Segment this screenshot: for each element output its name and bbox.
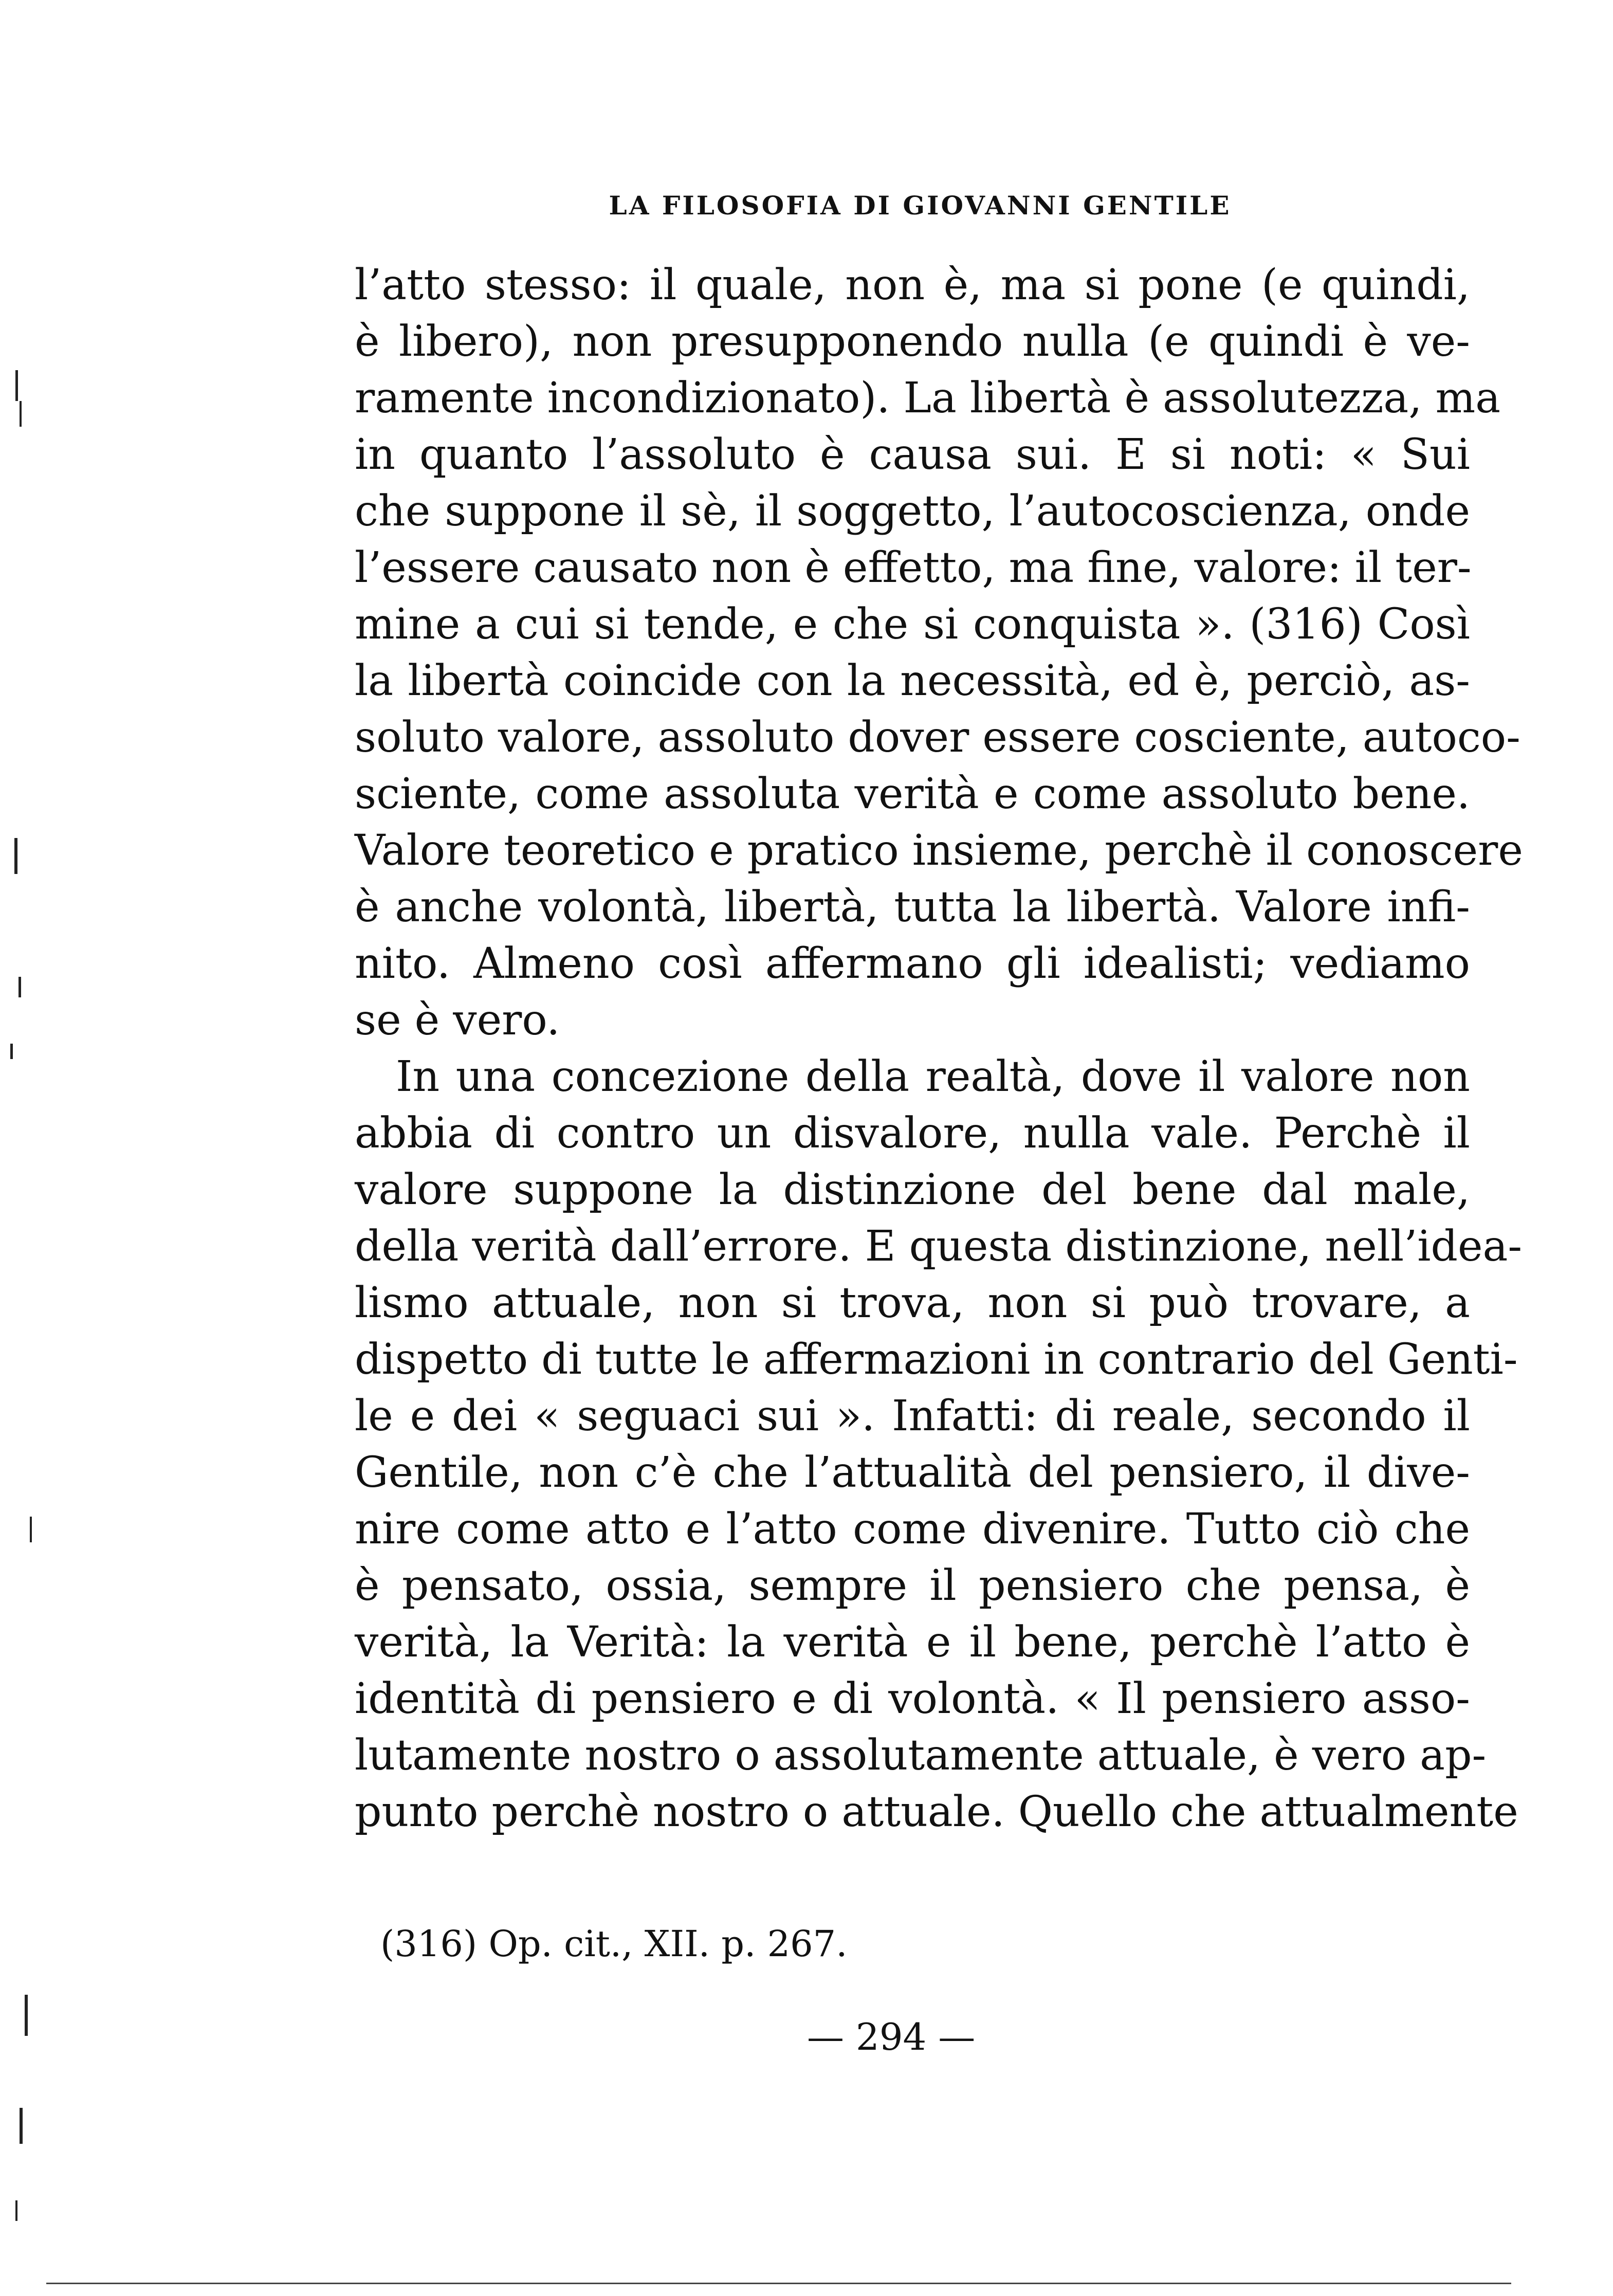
text-line: nito. Almeno così affermano gli idealisti; vediamo [355, 939, 1470, 988]
text-line: che suppone il sè, il soggetto, l’autocoscienza, onde [355, 487, 1470, 536]
scan-speck [25, 1995, 28, 2036]
text-line: In una concezione della realtà, dove il valore non [396, 1052, 1470, 1101]
scan-speck [20, 401, 22, 427]
text-line: le e dei « seguaci sui ». Infatti: di reale, secondo il [355, 1392, 1470, 1441]
scan-speck [14, 838, 17, 874]
scan-speck [20, 2108, 23, 2144]
page-number: — 294 — [807, 2015, 976, 2058]
scan-speck [10, 1044, 13, 1059]
text-line: abbia di contro un disvalore, nulla vale. Perchè il [355, 1109, 1470, 1158]
text-line: nire come atto e l’atto come divenire. Tutto ciò che [355, 1505, 1470, 1554]
text-line: dispetto di tutte le affermazioni in contrario del Genti- [355, 1335, 1518, 1384]
text-line: Valore teoretico e pratico insieme, perchè il conoscere [355, 826, 1523, 875]
scan-speck [30, 1517, 32, 1542]
text-line: punto perchè nostro o attuale. Quello che attualmente [355, 1788, 1518, 1836]
footnote: (316) Op. cit., XII. p. 267. [380, 1923, 848, 1965]
scan-edge-marks [0, 0, 82, 2296]
text-line: se è vero. [355, 996, 560, 1045]
text-line: in quanto l’assoluto è causa sui. E si noti: « Sui [355, 430, 1470, 479]
scan-speck [15, 2200, 17, 2221]
text-line: l’atto stesso: il quale, non è, ma si pone (e quindi, [355, 261, 1470, 309]
body-text [355, 257, 1523, 1841]
text-line: lismo attuale, non si trova, non si può trovare, a [355, 1279, 1470, 1327]
text-line: Gentile, non c’è che l’attualità del pensiero, il dive- [355, 1448, 1470, 1497]
text-line: della verità dall’errore. E questa distinzione, nell’idea- [355, 1222, 1523, 1271]
scan-speck [19, 977, 21, 997]
text-line: è pensato, ossia, sempre il pensiero che pensa, è [355, 1561, 1470, 1610]
text-line: valore suppone la distinzione del bene dal male, [355, 1165, 1470, 1214]
text-line: mine a cui si tende, e che si conquista ». (316) Così [355, 600, 1470, 649]
scan-bottom-edge [46, 2283, 1511, 2284]
text-line: è libero), non presupponendo nulla (e quindi è ve- [355, 317, 1470, 366]
text-line: è anche volontà, libertà, tutta la libertà. Valore infi- [355, 883, 1470, 932]
text-line: l’essere causato non è effetto, ma fine, valore: il ter- [355, 543, 1472, 592]
text-line: la libertà coincide con la necessità, ed è, perciò, as- [355, 657, 1470, 705]
scan-speck [15, 370, 18, 401]
text-line: identità di pensiero e di volontà. « Il pensiero asso- [355, 1674, 1470, 1723]
text-line: sciente, come assoluta verità e come assoluto bene. [355, 770, 1470, 818]
text-line: ramente incondizionato). La libertà è assolutezza, ma [355, 374, 1501, 423]
running-header: LA FILOSOFIA DI GIOVANNI GENTILE [609, 190, 1232, 221]
text-line: verità, la Verità: la verità e il bene, perchè l’atto è [355, 1618, 1470, 1667]
text-line: soluto valore, assoluto dover essere cosciente, autoco- [355, 713, 1520, 762]
text-line: lutamente nostro o assolutamente attuale, è vero ap- [355, 1731, 1487, 1780]
